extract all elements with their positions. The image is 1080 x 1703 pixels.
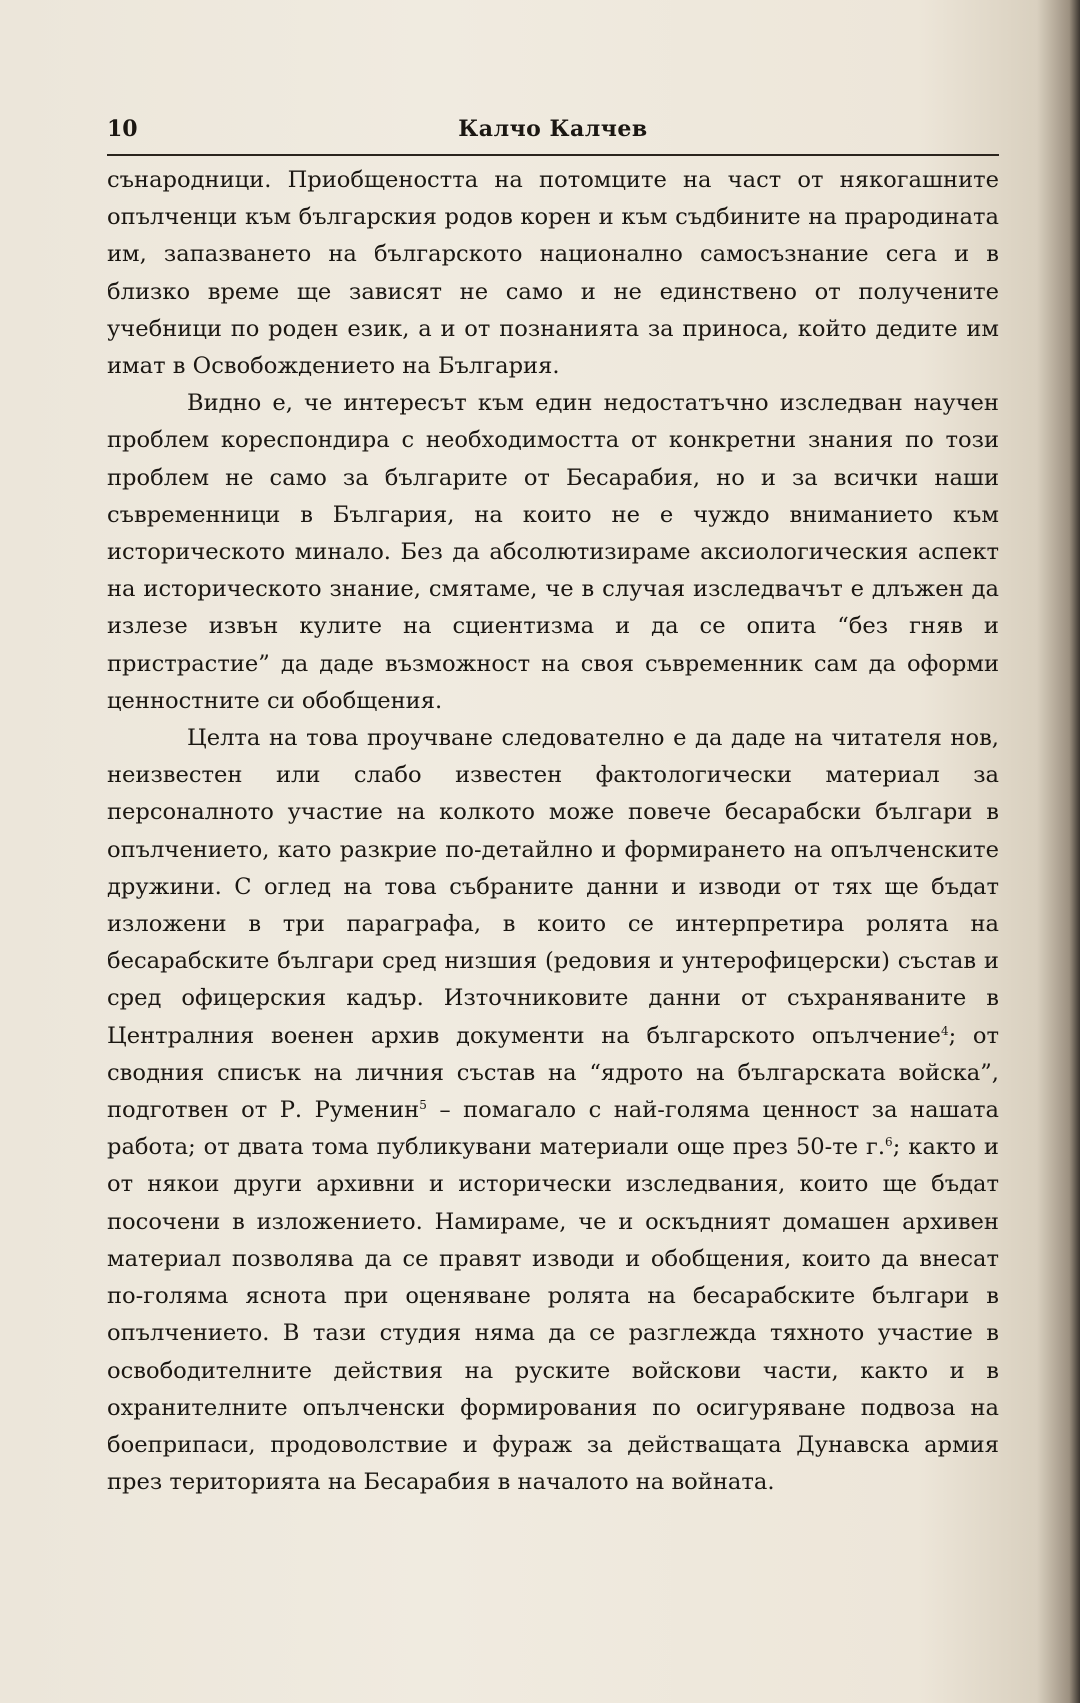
running-head-author: Калчо Калчев (458, 116, 648, 142)
paragraph-3-part-4: ; както и от някои други архивни и исторически изследвания, които ще бъдат посочени в изложението. Намираме, че и оскъдният домашен архивен материал позволява да се правят изводи и обобщения, които да внесат по-голяма яснота при оценяване ролята на бесарабските българи в опълчението. В тази студия няма да се разглежда тяхното участие в освободителните действия на руските войскови части, както и в охранителните опълченски формирования по осигуряване подвоза на боеприпаси, продоволствие и фураж за действащата Дунавска армия през територията на Бесарабия в началото на войната. (107, 1134, 999, 1496)
paragraph-2: Видно е, че интересът към един недостатъчно изследван научен проблем кореспондира с необходимостта от конкретни знания по този проблем не само за българите от Бесарабия, но и за всички наши съвременници в България, на които не е чуждо вниманието към историческото минало. Без да абсолютизираме аксиологическия аспект на историческото знание, смятаме, че в случая изследвачът е длъжен да излезе извън кулите на сциентизма и да се опита “без гняв и пристрастие” да даде възможност на своя съвременник сам да оформи ценностните си обобщения. (107, 390, 999, 714)
paragraph-3-part-2: ; от сводния списък на личния състав на “ядрото на българската войска”, подготвен от Р. Руменин (107, 1022, 999, 1124)
page-number: 10 (107, 116, 138, 142)
page-header (107, 114, 999, 156)
paragraph-3 (107, 720, 999, 1501)
body-text (107, 162, 999, 1501)
footnote-ref-5: 5 (419, 1098, 427, 1113)
footnote-ref-6: 6 (885, 1135, 893, 1150)
footnote-ref-4: 4 (940, 1023, 949, 1038)
paragraph-3-part-1: Целта на това проучване следователно е да даде на читателя нов, неизвестен или слабо известен фактологически материал за персоналното участие на колкото може повече бесарабски българи в опълчението, като разкрие по-детайлно и формирането на опълченските дружини. С оглед на това събраните данни и изводи от тях ще бъдат изложени в три параграфа, в които се интерпретира ролята на бесарабските българи сред низшия (редовия и унтерофицерски) състав и сред офицерския кадър. Източниковите данни от съхраняваните в Централния военен архив документи на българското опълчение (107, 725, 999, 1049)
paragraph-1: сънародници. Приобщеността на потомците на част от някогашните опълченци към българския родов корен и към съдбините на прародината им, запазването на българското национално самосъзнание сега и в близко време ще зависят не само и не единствено от получените учебници по роден език, а и от познанията за приноса, който дедите им имат в Освобождението на България. (107, 167, 999, 380)
paragraph-3-part-3: – помагало с най-голяма ценност за нашата работа; от двата тома публикувани материали още през 50-те г. (107, 1097, 1000, 1161)
